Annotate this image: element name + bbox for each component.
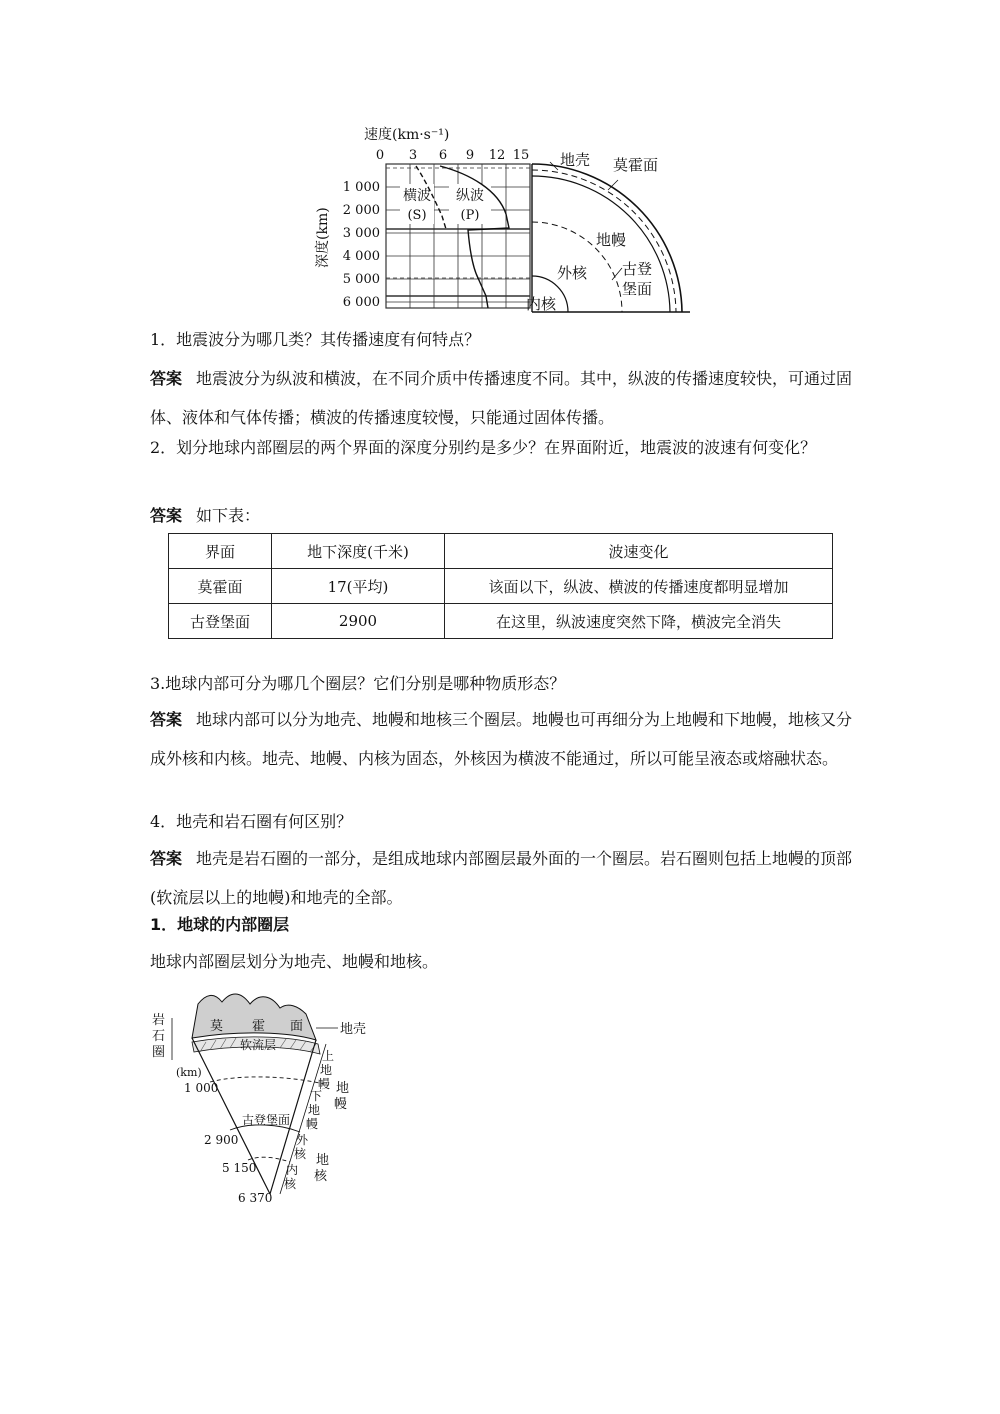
speed-tick: 0 bbox=[375, 148, 385, 163]
table-header: 地下深度(千米) bbox=[272, 534, 445, 569]
mantle-char: 幔 bbox=[334, 1097, 348, 1112]
upper-mantle-char: 上 bbox=[322, 1049, 335, 1063]
depth-tick: 2 000 bbox=[342, 203, 380, 218]
speed-tick: 12 bbox=[488, 148, 506, 163]
table-header-row bbox=[169, 534, 833, 569]
upper-mantle-char: 幔 bbox=[318, 1077, 331, 1091]
depth-label: 5 150 bbox=[222, 1161, 257, 1175]
mantle-char: 地 bbox=[336, 1081, 350, 1096]
gutenberg-label-line2: 堡面 bbox=[622, 280, 653, 298]
table-cell: 2900 bbox=[272, 604, 445, 639]
speed-tick: 15 bbox=[512, 148, 530, 163]
table-cell: 古登堡面 bbox=[169, 604, 272, 639]
table-cell: 莫霍面 bbox=[169, 569, 272, 604]
moho-char: 莫 bbox=[210, 1019, 224, 1034]
answer-label: 答案 bbox=[150, 710, 183, 729]
section-heading: 1．地球的内部圈层 bbox=[150, 915, 290, 934]
answer-label: 答案 bbox=[150, 506, 183, 525]
answer-label: 答案 bbox=[150, 369, 183, 388]
speed-tick: 9 bbox=[465, 148, 475, 163]
question-3: 3.地球内部可分为哪几个圈层？它们分别是哪种物质形态？ bbox=[150, 674, 566, 693]
answer-1-text: 地震波分为纵波和横波，在不同介质中传播速度不同。其中，纵波的传播速度较快，可通过固体、液体和气体传播；横波的传播速度较慢，只能通过固体传播。 bbox=[150, 369, 853, 427]
answer-1 bbox=[150, 359, 862, 437]
table-cell: 该面以下，纵波、横波的传播速度都明显增加 bbox=[445, 569, 833, 604]
table-row bbox=[169, 569, 833, 604]
interface-table bbox=[168, 533, 833, 639]
moho-label: 莫霍面 bbox=[613, 156, 659, 174]
depth-tick: 4 000 bbox=[342, 249, 380, 264]
lithosphere-char: 岩 bbox=[152, 1013, 166, 1028]
inner-core-char: 内 bbox=[286, 1163, 299, 1177]
lower-mantle-char: 地 bbox=[308, 1103, 321, 1117]
mantle-label: 地幔 bbox=[596, 231, 627, 249]
lower-mantle-char: 下 bbox=[310, 1089, 323, 1103]
seismic-wave-figure bbox=[300, 118, 700, 318]
p-wave-label: 纵波 bbox=[456, 188, 484, 204]
inner-core-char: 核 bbox=[284, 1177, 297, 1191]
table-header: 波速变化 bbox=[445, 534, 833, 569]
depth-axis-label: 深度(km) bbox=[315, 207, 331, 268]
answer-4-text: 地壳是岩石圈的一部分，是组成地球内部圈层最外面的一个圈层。岩石圈则包括上地幔的顶部(软流层以上的地幔)和地壳的全部。 bbox=[150, 849, 853, 907]
crust-label: 地壳 bbox=[340, 1022, 367, 1037]
core-char: 地 bbox=[316, 1153, 330, 1168]
depth-tick: 6 000 bbox=[342, 295, 380, 310]
outer-core-char: 核 bbox=[294, 1147, 307, 1161]
question-4: 4．地壳和岩石圈有何区别？ bbox=[150, 812, 353, 831]
depth-label: 6 370 bbox=[238, 1191, 273, 1205]
answer-2 bbox=[150, 496, 862, 535]
table-header: 界面 bbox=[169, 534, 272, 569]
question-2: 2．划分地球内部圈层的两个界面的深度分别约是多少？在界面附近，地震波的波速有何变化？ bbox=[150, 438, 817, 457]
lithosphere-char: 圈 bbox=[152, 1045, 166, 1060]
km-unit-label: (km) bbox=[176, 1066, 202, 1079]
speed-tick: 3 bbox=[408, 148, 418, 163]
p-wave-symbol: (P) bbox=[460, 208, 480, 223]
earth-interior-wedge-figure bbox=[140, 988, 380, 1208]
table-cell: 在这里，纵波速度突然下降，横波完全消失 bbox=[445, 604, 833, 639]
upper-mantle-char: 地 bbox=[320, 1063, 333, 1077]
depth-label: 2 900 bbox=[204, 1133, 239, 1147]
question-1: 1．地震波分为哪几类？其传播速度有何特点？ bbox=[150, 330, 481, 349]
answer-label: 答案 bbox=[150, 849, 183, 868]
lower-mantle-char: 幔 bbox=[306, 1117, 319, 1131]
outer-core-label: 外核 bbox=[557, 264, 588, 282]
speed-tick: 6 bbox=[438, 148, 448, 163]
depth-tick: 5 000 bbox=[342, 272, 380, 287]
s-wave-symbol: (S) bbox=[407, 208, 427, 223]
speed-axis-label: 速度(km·s⁻¹) bbox=[364, 127, 450, 143]
core-char: 核 bbox=[314, 1169, 328, 1184]
gutenberg-label: 古登堡面 bbox=[242, 1113, 291, 1127]
table-cell: 17(平均) bbox=[272, 569, 445, 604]
asthenosphere-label: 软流层 bbox=[240, 1038, 277, 1052]
crust-label: 地壳 bbox=[560, 151, 591, 169]
answer-3 bbox=[150, 700, 862, 778]
inner-core-label: 内核 bbox=[526, 295, 557, 313]
lithosphere-char: 石 bbox=[152, 1029, 166, 1044]
s-wave-label: 横波 bbox=[403, 188, 431, 204]
answer-2-text: 如下表： bbox=[196, 506, 261, 525]
section-text: 地球内部圈层划分为地壳、地幔和地核。 bbox=[150, 952, 439, 971]
depth-tick: 3 000 bbox=[342, 226, 380, 241]
moho-char: 面 bbox=[290, 1019, 304, 1034]
table-row bbox=[169, 604, 833, 639]
answer-3-text: 地球内部可以分为地壳、地幔和地核三个圈层。地幔也可再细分为上地幔和下地幔，地核又分成外核和内核。地壳、地幔、内核为固态，外核因为横波不能通过，所以可能呈液态或熔融状态。 bbox=[150, 710, 853, 768]
depth-tick: 1 000 bbox=[342, 180, 380, 195]
gutenberg-label-line1: 古登 bbox=[622, 260, 653, 278]
outer-core-char: 外 bbox=[296, 1133, 309, 1147]
depth-label: 1 000 bbox=[184, 1081, 219, 1095]
moho-char: 霍 bbox=[252, 1019, 266, 1034]
